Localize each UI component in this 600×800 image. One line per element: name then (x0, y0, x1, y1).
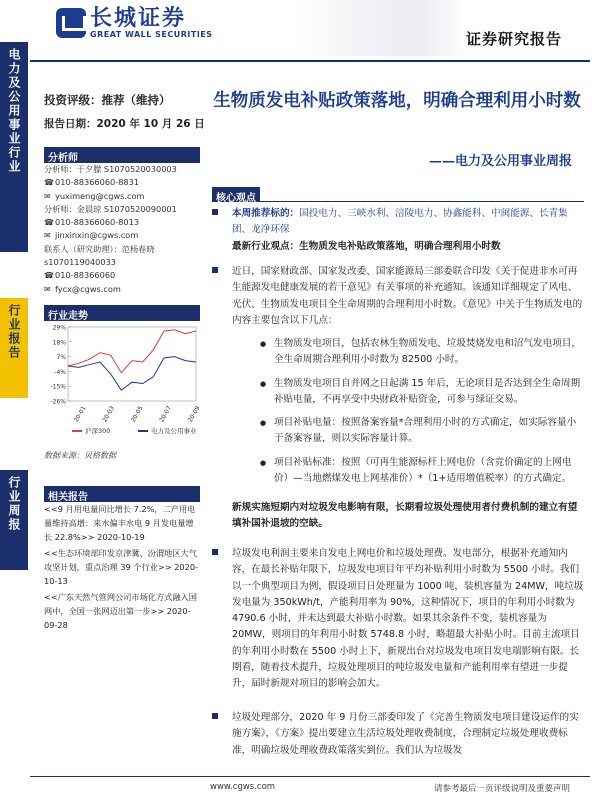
phone-icon: ☎ (44, 271, 54, 281)
recommended-stocks (212, 206, 584, 238)
analyst-row-text: 分析师：金晨琼 S1070520090001 (44, 203, 177, 214)
footer-website-link[interactable]: www.cgws.com (210, 782, 276, 792)
y-tick-label: -15% (50, 383, 66, 391)
paragraph-waste-treatment-text: 垃圾处理部分，2020 年 9 月份三部委印发了《完善生物质发电项目建设运作的实施方案》，《方案》提出要建立生活垃圾处理收费制度，合理制定垃圾处理收费标准，明确垃圾处理收费政策落实到位。我们认为垃圾发 (232, 712, 579, 756)
company-logo (56, 6, 213, 39)
analyst-row (44, 176, 200, 189)
analyst-row (44, 283, 200, 296)
analyst-row-text: 联系人（研究助理）：范杨春晓 (44, 243, 155, 254)
x-tick-label: 20-01 (72, 404, 88, 424)
x-tick-label: 20-05 (129, 404, 145, 424)
report-date: 报告日期：2020 年 10 月 26 日 (44, 118, 205, 130)
core-view-title: 核心观点 (212, 187, 260, 202)
analyst-row (44, 243, 200, 256)
recommended-value: 国投电力、三峡水利、涪陵电力、协鑫能科、中闽能源、长青集团、龙净环保 (232, 208, 568, 235)
report-subtitle: ——电力及公用事业周报 (428, 154, 572, 169)
series-line (68, 330, 196, 373)
square-bullet-icon (212, 549, 218, 555)
report-title: 生物质发电补贴政策落地，明确合理利用小时数 (213, 91, 581, 111)
policy-point: ● 生物质发电项目，包括农林生物质发电、垃圾焚烧发电和沼气发电项目，全生命周期合理利用小时数为 82500 小时。 (274, 336, 584, 369)
analyst-row-text: 010-88366060-8013 (55, 217, 140, 228)
paragraph-power-generation-text: 垃圾发电利润主要来自发电上网电价和垃圾处理费。发电部分，根据补充通知内容，在最长补贴年限下，垃圾发电项目年平均补贴利用小时数为 5500 小时。我们以一个典型项目为例，假设项目日处理量为 1000 吨，装机容量为 24MW，吨垃圾发电量为 350kWh/t，产能利用率为 90%，这种情况下，项目的年利用小时数为 4790.6 小时，并未达到最大补贴小时数。如果其余条件不变，装机容量为 20MW，则项目的年利用小时数 5748.8 小时，略超最大补贴小时。目前主流项目的年利用小时数在 5500 小时上下，新规出台对垃圾发电项目发电端影响有限。长期看，随着技术提升，垃圾处理项目的吨垃圾发电量和产能利用率有望进一步提升，届时新规对项目的影响会加大。 (232, 548, 584, 690)
side-weekly-label: 行业周报 (0, 470, 28, 570)
analyst-row-text[interactable]: fycx@cgws.com (55, 283, 121, 294)
related-reports-list (44, 502, 200, 634)
analyst-section-title: 分析师 (44, 147, 200, 163)
paragraph-intro-text: 近日，国家财政部、国家发改委、国家能源局三部委联合印发《关于促进非水可再生能源发电健康发展的若干意见》有关事项的补充通知。该通知详细规定了风电、光伏、生物质发电项目全生命周期的合理利用小时数。《意见》中关于生物质发电的内容主要包含以下几点： (232, 266, 583, 326)
footer-divider (30, 776, 590, 777)
phone-icon: ☎ (44, 178, 54, 188)
key-conclusion: 新规实施短期内对垃圾发电影响有限，长期看垃圾处理使用者付费机制的建立有望填补国补退坡的空缺。 (232, 502, 578, 530)
policy-point: ● 生物质发电项目自并网之日起满 15 年后，无论项目是否达到全生命周期补贴电量，不再享受中央财政补贴资金，可参与绿证交易。 (274, 376, 584, 409)
header-great-wall-art (290, 0, 470, 56)
report-type: 证券研究报告 (465, 30, 562, 48)
paragraph-power-generation (212, 546, 584, 693)
side-strip (0, 0, 28, 800)
paragraph-intro (212, 264, 584, 329)
policy-point: ● 项目补贴电量：按照备案容量*合理利用小时的方式确定，如实际容量小于备案容量，则以实际容量计算。 (274, 415, 584, 448)
y-tick-label: 29% (52, 324, 66, 332)
latest-view: 最新行业观点：生物质发电补贴政策落地，明确合理利用小时数 (232, 241, 501, 252)
analyst-row (44, 269, 200, 282)
industry-trend-chart (44, 321, 200, 441)
square-bullet-icon (212, 209, 218, 215)
x-tick-label: 20-09 (186, 404, 202, 424)
header-divider (30, 60, 590, 62)
analyst-row-text: s1070119040033 (44, 257, 116, 268)
analyst-row-text[interactable]: yuximeng@cgws.com (55, 190, 145, 201)
logo-cn-text: 长城证券 (90, 5, 187, 31)
analyst-row-text[interactable]: jinxinxin@cgws.com (55, 230, 139, 241)
related-report-link[interactable]: <<生态环境部印发京津冀、汾渭地区大气攻坚计划，重点治理 39 个行业>> 2020-10-13 (44, 548, 198, 586)
recommended-label: 本周推荐标的： (232, 208, 300, 219)
y-tick-label: 18% (52, 339, 66, 347)
side-report-label: 行业报告 (0, 298, 28, 398)
investment-rating: 投资评级：推荐（维持） (44, 93, 171, 107)
related-report-link[interactable]: <<9 月用电量同比增长 7.2%，二产用电量维持高增：来水偏丰水电 9 月发电量增长 22.8%>> 2020-10-19 (44, 504, 196, 542)
side-industry-label: 电力及公用事业行业 (0, 42, 28, 252)
related-report-link[interactable]: <<广东天然气管网公司市场化方式融入国网中，全国一张网迈出第一步>> 2020-09-28 (44, 592, 197, 630)
policy-points-list (212, 336, 584, 494)
analyst-row-text: 分析师：于夕朦 S1070520030003 (44, 164, 177, 174)
analyst-row (44, 163, 200, 176)
analyst-row (44, 216, 200, 229)
analyst-row (44, 203, 200, 216)
y-tick-label: 7% (56, 354, 66, 362)
chart-frame (68, 327, 196, 401)
square-bullet-icon (212, 267, 218, 273)
analyst-row-text: 010-88366060-8831 (55, 177, 140, 188)
logo-icon (56, 8, 86, 38)
analyst-row-text: 010-88366060 (55, 270, 116, 281)
y-tick-label: -4% (54, 368, 66, 376)
analyst-list (44, 163, 200, 296)
policy-point: ● 项目补贴标准：按照（可再生能源标杆上网电价（含竞价确定的上网电价）—当地燃煤发电上网基准价）*（1+适用增值税率）的方式确定。 (274, 455, 584, 488)
email-icon: ✉ (44, 284, 51, 294)
email-icon: ✉ (44, 231, 51, 241)
core-view-header (212, 186, 584, 202)
x-tick-label: 20-03 (101, 404, 117, 424)
square-bullet-icon (212, 713, 218, 719)
legend-label: 沪深300 (85, 427, 111, 435)
analyst-row (44, 256, 200, 269)
logo-en-text: GREAT WALL SECURITIES (90, 30, 213, 39)
trend-chart-svg (44, 321, 200, 441)
analyst-row (44, 190, 200, 203)
paragraph-waste-treatment (212, 710, 584, 759)
series-line (68, 357, 196, 391)
y-tick-label: -26% (50, 398, 66, 406)
chart-source: 数据来源：贝格数据 (44, 451, 116, 460)
footer-disclaimer: 请参考最后一页评级说明及重要声明 (433, 784, 570, 794)
legend-label: 电力及公用事业 (151, 427, 197, 435)
x-tick-label: 20-07 (158, 404, 174, 424)
related-section-title: 相关报告 (44, 486, 200, 502)
phone-icon: ☎ (44, 218, 54, 228)
analyst-row (44, 229, 200, 242)
trend-section-title: 行业走势 (44, 305, 200, 321)
email-icon: ✉ (44, 191, 51, 201)
